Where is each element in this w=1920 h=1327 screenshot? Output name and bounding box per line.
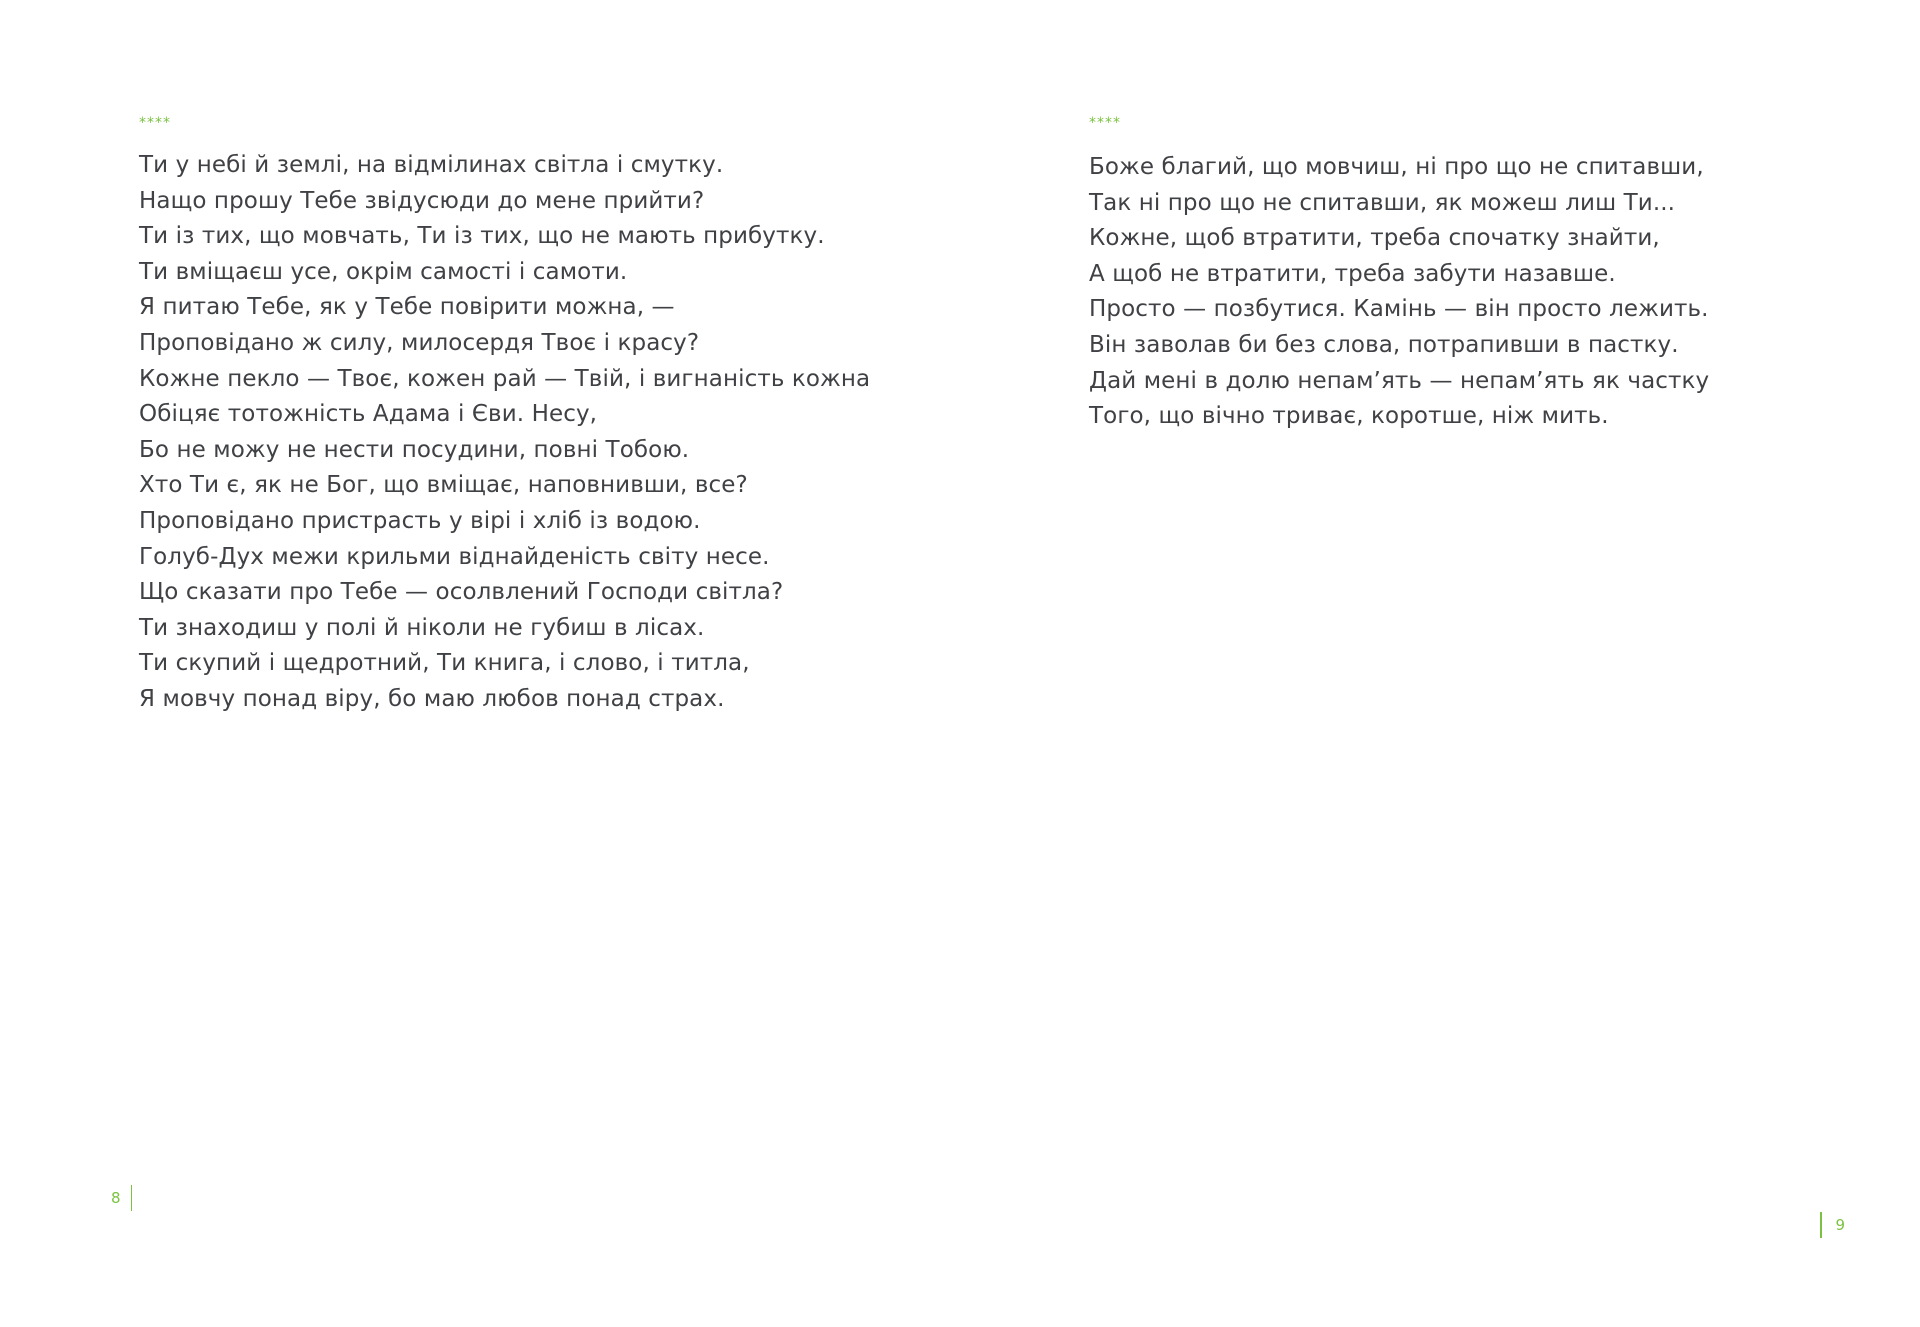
poem-line: Він заволав би без слова, потрапивши в пастку. (1089, 331, 1679, 358)
poem-line: Що сказати про Тебе — осолвлений Господи світла? (139, 579, 784, 606)
page-number: 8 (111, 1189, 121, 1207)
poem-line: Бо не можу не нести посудини, повні Тобою. (139, 436, 690, 463)
poem-line: Кожне, щоб втратити, треба спочатку знайти, (1089, 225, 1660, 252)
page-number-divider (131, 1185, 133, 1211)
poem-ornament: **** (139, 115, 171, 131)
poem-line: Голуб-Дух межи крильми віднайденість світу несе. (139, 543, 770, 570)
poem-line: Хто Ти є, як не Бог, що вміщає, наповнивши, все? (139, 472, 748, 499)
poem-line: Ти у небі й землі, на відмілинах світла і смутку. (139, 152, 724, 178)
poem-line: Я мовчу понад віру, бо маю любов понад страх. (139, 685, 725, 712)
poem-line: Ти із тих, що мовчать, Ти із тих, що не мають прибутку. (139, 223, 825, 250)
poem-line: Так ні про що не спитавши, як можеш лиш Ти... (1089, 189, 1676, 216)
poem-line: Нащо прошу Тебе звідусюди до мене прийти? (139, 187, 705, 214)
poem-line: Боже благий, що мовчиш, ні про що не спитавши, (1089, 154, 1704, 180)
poem-line: Дай мені в долю непам’ять — непам’ять як частку (1089, 367, 1710, 394)
poem-line: Ти вміщаєш усе, окрім самості і самоти. (139, 258, 628, 285)
page-number-right (1820, 1212, 1845, 1238)
poem-line: Просто — позбутися. Камінь — він просто лежить. (1089, 296, 1709, 323)
page-number: 9 (1835, 1216, 1846, 1234)
poem-text (139, 148, 870, 718)
poem-line: Того, що вічно триває, коротше, ніж мить. (1089, 403, 1609, 430)
poem-ornament: **** (1089, 115, 1121, 131)
poem-line: Проповідано пристрасть у вірі і хліб із водою. (139, 507, 701, 534)
poem-line: А щоб не втратити, треба забути назавше. (1089, 260, 1616, 287)
page-number-divider (1820, 1212, 1822, 1238)
poem-line: Кожне пекло — Твоє, кожен рай — Твій, і вигнаність кожна (139, 365, 871, 392)
right-page (960, 0, 1920, 1327)
poem-line: Обіцяє тотожність Адама і Єви. Несу, (139, 401, 598, 428)
page-number-left (111, 1185, 132, 1211)
poem-line: Проповідано ж силу, милосердя Твоє і красу? (139, 329, 700, 356)
poem-line: Я питаю Тебе, як у Тебе повірити можна, — (139, 294, 675, 321)
poem-line: Ти скупий і щедротний, Ти книга, і слово, і титла, (139, 650, 750, 677)
poem-text (1089, 150, 1709, 435)
poem-line: Ти знаходиш у полі й ніколи не губиш в лісах. (139, 614, 705, 641)
